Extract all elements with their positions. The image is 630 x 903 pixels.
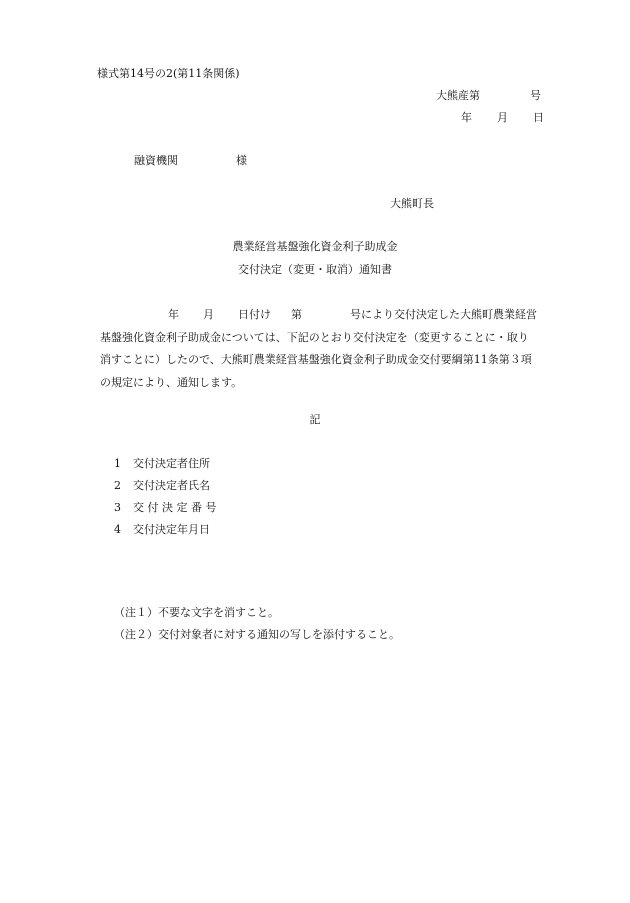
sender: 大熊町長 (390, 197, 434, 210)
list-item (114, 500, 216, 522)
issue-date (461, 110, 544, 125)
body-line1-rest: 号により交付決定した大熊町農業経営 (350, 308, 537, 321)
item-number: 3 (114, 501, 121, 514)
document-title-line1: 農業経営基盤強化資金利子助成金 (232, 240, 398, 253)
ki-heading: 記 (309, 413, 321, 426)
item-number: 1 (114, 457, 121, 470)
addressee-name: 融資機関 (134, 154, 178, 167)
body-paragraph (100, 304, 580, 394)
date-year: 年 (461, 111, 472, 124)
item-label: 交付決定者氏名 (133, 479, 210, 492)
notes (114, 605, 400, 649)
item-label: 交 付 決 定 番 号 (133, 501, 217, 514)
date-month: 月 (497, 111, 508, 124)
reference-prefix: 大熊産第 (436, 89, 480, 102)
body-line-2: 基盤強化資金利子助成金については、下記のとおり交付決定を（変更することに・取り (100, 330, 529, 344)
addressee (134, 153, 247, 168)
note-1: （注１）不要な文字を消すこと。 (114, 606, 279, 619)
body-dai: 第 (291, 308, 302, 321)
list-item (114, 522, 216, 544)
document-title-line2: 交付決定（変更・取消）通知書 (238, 263, 392, 276)
list-item (114, 456, 216, 478)
reference-suffix: 号 (530, 89, 541, 102)
item-label: 交付決定年月日 (133, 523, 210, 536)
item-number: 2 (114, 479, 121, 492)
body-month: 月 (203, 308, 214, 321)
item-label: 交付決定者住所 (133, 457, 210, 470)
date-day: 日 (533, 111, 544, 124)
body-line-1 (110, 304, 580, 327)
note-2: （注２）交付対象者に対する通知の写しを添付すること。 (114, 628, 400, 641)
body-line-3: 消すことに）したので、大熊町農業経営基盤強化資金利子助成金交付要綱第11条第３項 (100, 353, 532, 366)
item-list (114, 456, 216, 544)
body-year: 年 (168, 308, 179, 321)
body-line-4: の規定により、通知します。 (100, 375, 243, 389)
list-item (114, 478, 216, 500)
form-number: 様式第14号の2(第11条関係) (97, 67, 240, 80)
addressee-honorific: 様 (236, 154, 247, 167)
item-number: 4 (114, 523, 121, 536)
reference-number (436, 88, 541, 103)
body-day-attached: 日付け (238, 308, 271, 321)
